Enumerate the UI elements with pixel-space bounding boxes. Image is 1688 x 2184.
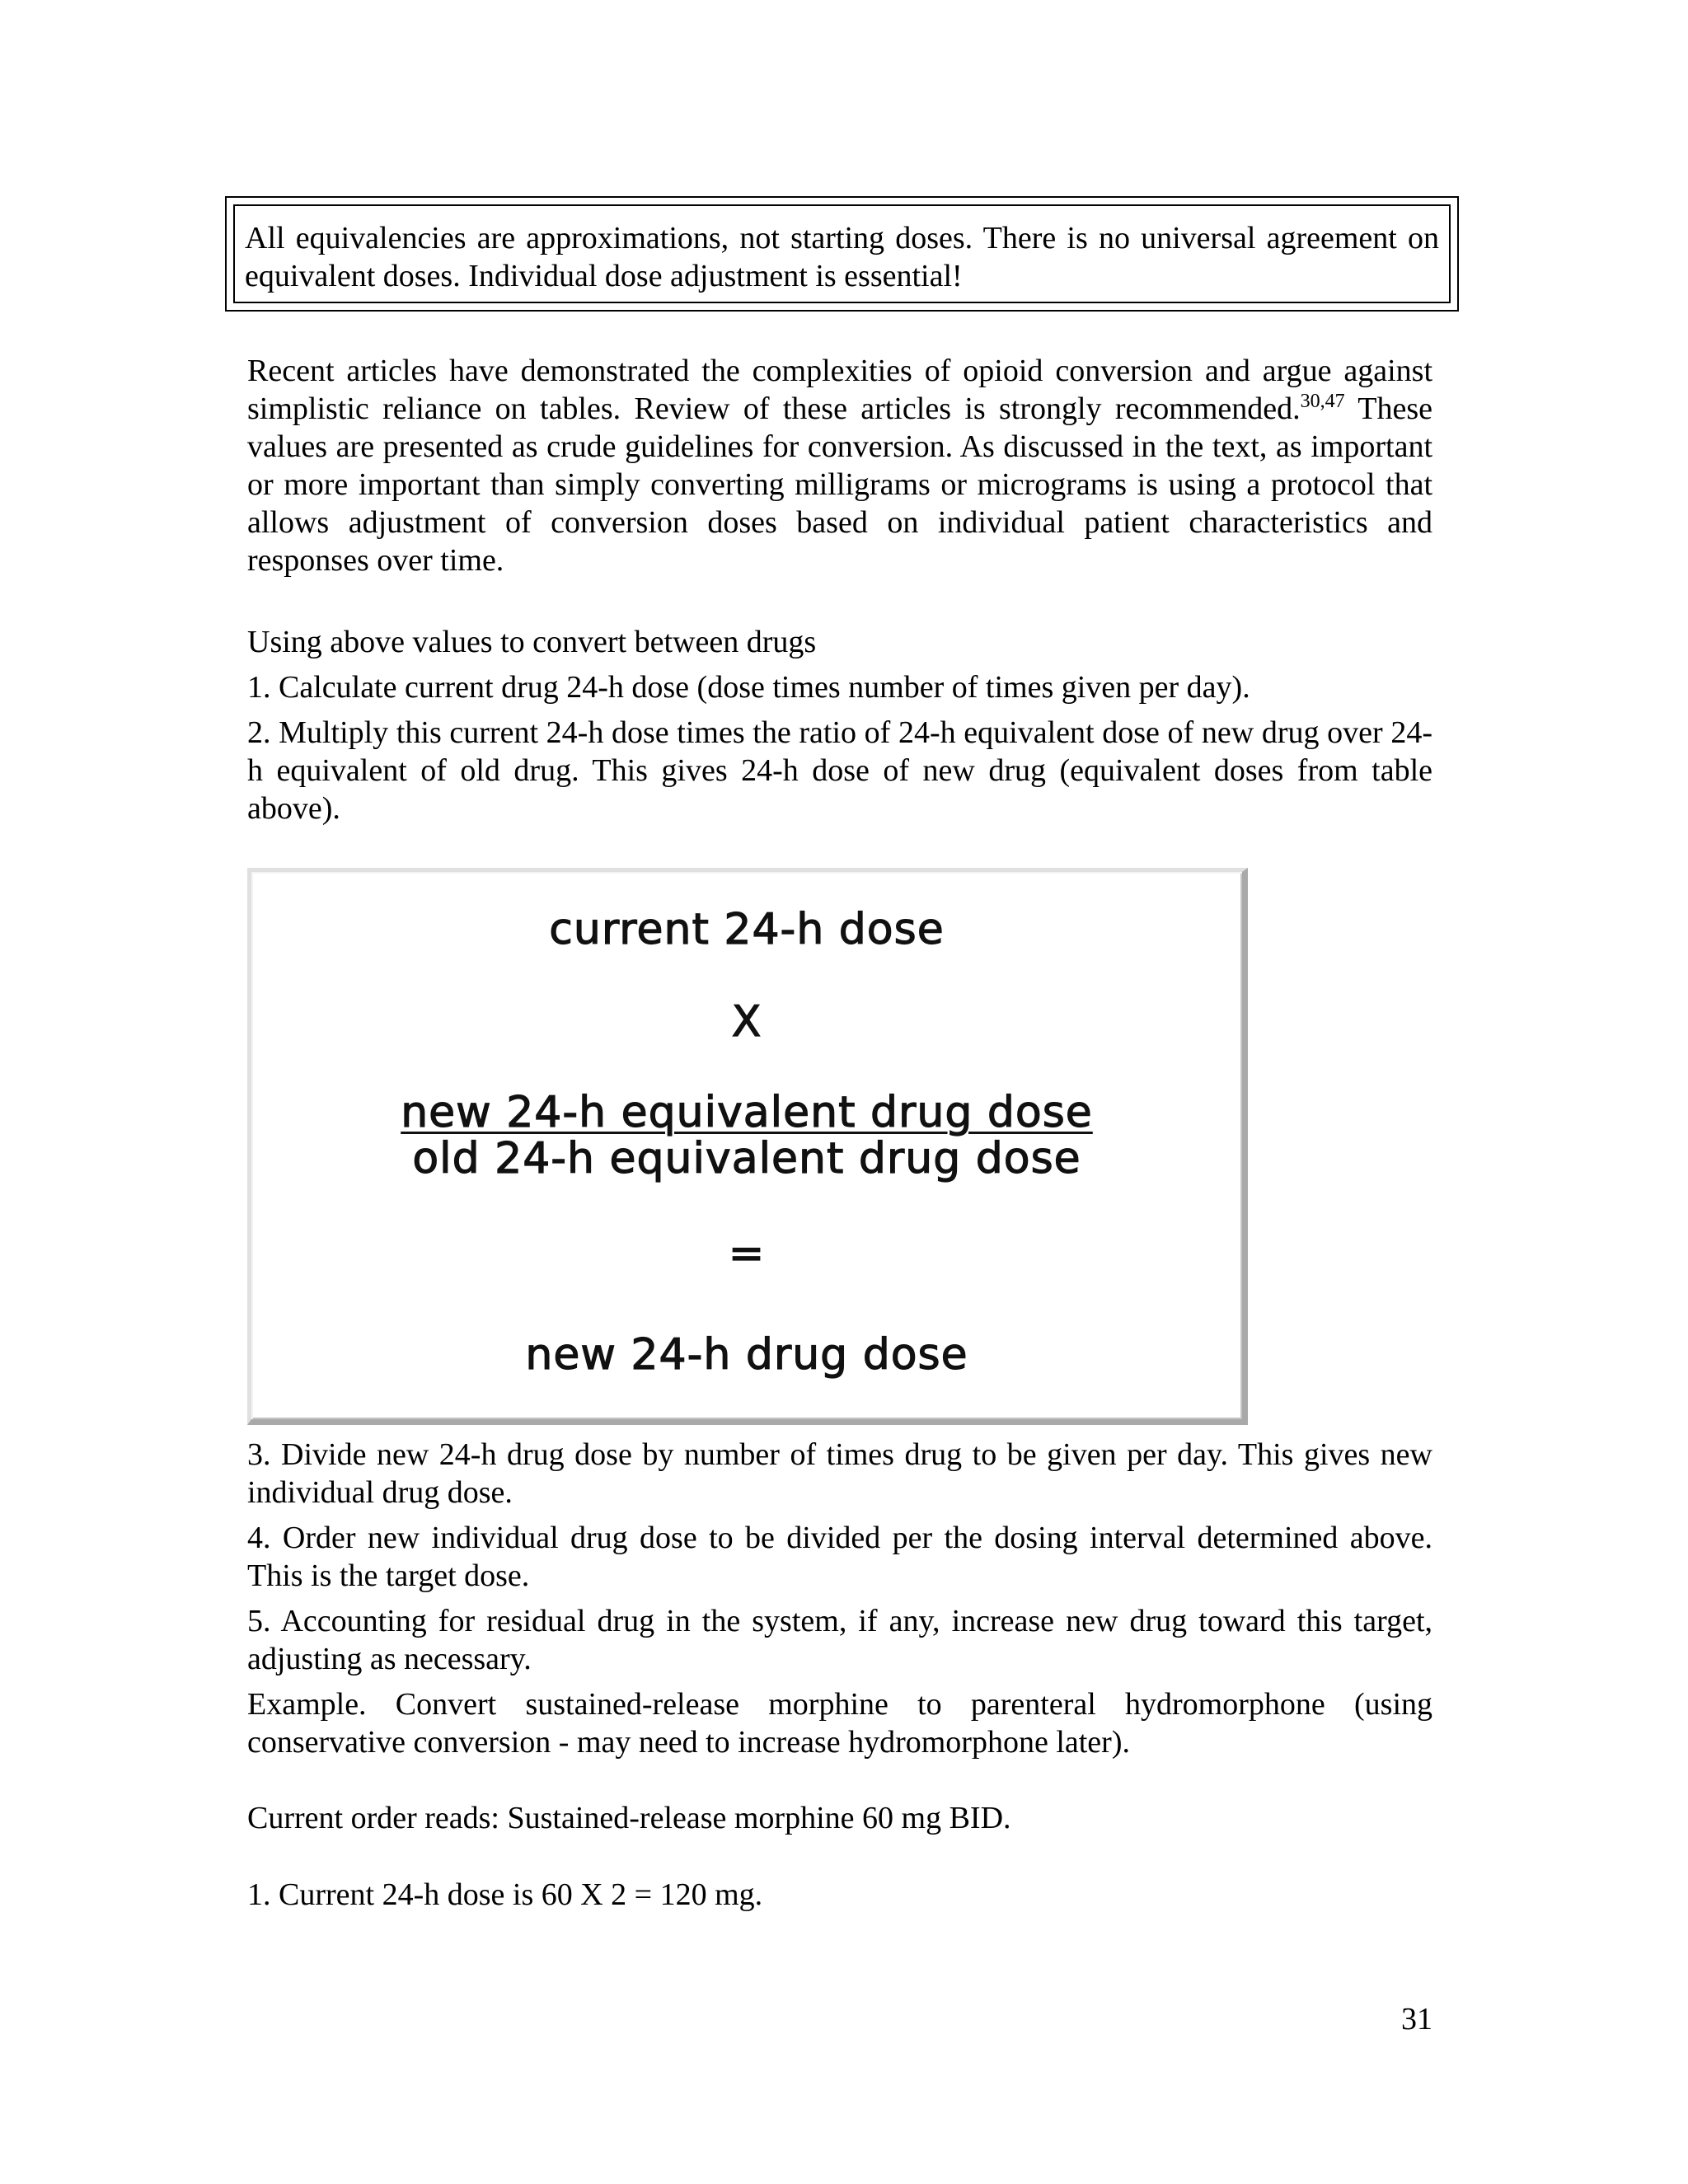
example-paragraph: Example. Convert sustained-release morphine to parenteral hydromorphone (using conservative conversion - may need to increase hydromorphone later). <box>247 1687 1432 1760</box>
formula-numerator <box>251 1088 1242 1137</box>
formula-current-dose: current 24-h dose <box>549 905 945 954</box>
notice-box <box>225 196 1459 312</box>
formula-equals-sign: = <box>728 1229 766 1278</box>
formula-numerator-text: new 24-h equivalent drug dose <box>401 1088 1093 1137</box>
formula-multiply-sign: X <box>731 997 762 1047</box>
page-number: 31 <box>1401 2002 1432 2036</box>
intro-text: Recent articles have demonstrated the complexities of opioid conversion and argue against simplistic reliance on tables. Review of these articles is strongly recommended. <box>247 354 1432 426</box>
example-step-1: 1. Current 24-h dose is 60 X 2 = 120 mg. <box>247 1877 763 1912</box>
formula-denominator: old 24-h equivalent drug dose <box>412 1134 1081 1183</box>
conversion-formula-figure <box>247 868 1248 1425</box>
step-2: 2. Multiply this current 24-h dose times the ratio of 24-h equivalent dose of new drug over 24-h equivalent of old drug. This gives 24-h dose of new drug (equivalent doses from table above). <box>247 715 1432 826</box>
intro-paragraph <box>247 352 1432 579</box>
reference-superscript: 30,47 <box>1300 391 1345 412</box>
steps-heading: Using above values to convert between drugs <box>247 625 817 659</box>
intro-text-continued: These values are presented as crude guidelines for conversion. As discussed in the text, as important or more important than simply converting milligrams or micrograms is using a protocol that allows adjustment of conversion doses based on individual patient characteristics and responses over time. <box>247 391 1433 578</box>
formula-result: new 24-h drug dose <box>525 1330 968 1380</box>
step-1: 1. Calculate current drug 24-h dose (dose times number of times given per day). <box>247 670 1250 705</box>
step-4: 4. Order new individual drug dose to be divided per the dosing interval determined above. This is the target dose. <box>247 1521 1432 1593</box>
step-5: 5. Accounting for residual drug in the system, if any, increase new drug toward this target, adjusting as necessary. <box>247 1604 1432 1676</box>
notice-text: All equivalencies are approximations, not starting doses. There is no universal agreement on equivalent doses. Individual dose adjustment is essential! <box>233 204 1451 303</box>
current-order: Current order reads: Sustained-release morphine 60 mg BID. <box>247 1801 1011 1835</box>
step-3: 3. Divide new 24-h drug dose by number of times drug to be given per day. This gives new individual drug dose. <box>247 1437 1432 1510</box>
